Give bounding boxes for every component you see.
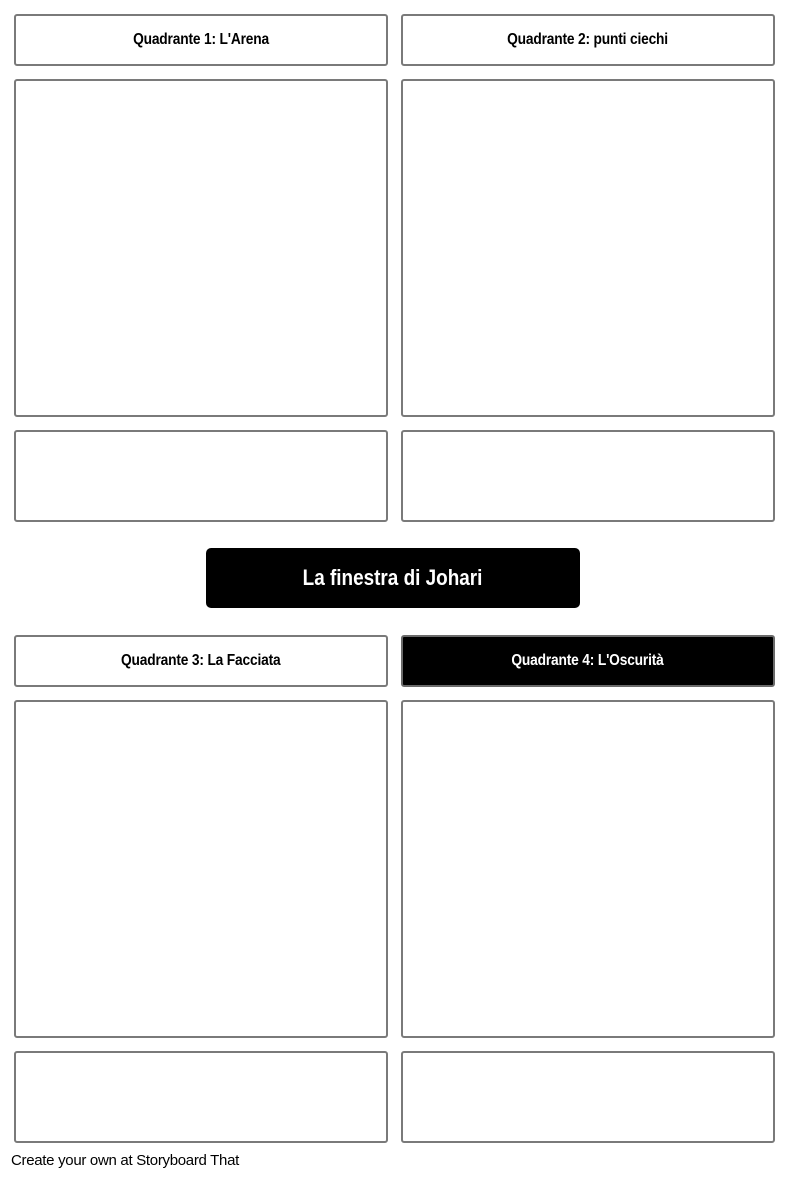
quadrant-2-description-cell <box>401 430 775 522</box>
quadrant-4-title <box>401 635 775 687</box>
quadrant-4-description-cell <box>401 1051 775 1143</box>
quadrant-2-title-text: Quadrante 2: punti ciechi <box>507 31 669 48</box>
johari-window-title: La finestra di Johari <box>303 565 483 590</box>
quadrant-1-image-cell <box>14 79 388 417</box>
quadrant-1-description-cell <box>14 430 388 522</box>
quadrant-3-title <box>14 635 388 687</box>
quadrant-2-title <box>401 14 775 66</box>
quadrant-3-image-cell <box>14 700 388 1038</box>
quadrant-3-description-cell <box>14 1051 388 1143</box>
quadrant-4-title-text: Quadrante 4: L'Oscurità <box>511 652 665 669</box>
johari-window-banner <box>206 548 580 608</box>
quadrant-1-title <box>14 14 388 66</box>
quadrant-1-title-text: Quadrante 1: L'Arena <box>133 31 269 48</box>
quadrant-2-image-cell <box>401 79 775 417</box>
quadrant-4-image-cell <box>401 700 775 1038</box>
storyboard-that-footer-link[interactable]: Create your own at Storyboard That <box>11 1152 239 1169</box>
quadrant-3-title-text: Quadrante 3: La Facciata <box>121 652 281 669</box>
